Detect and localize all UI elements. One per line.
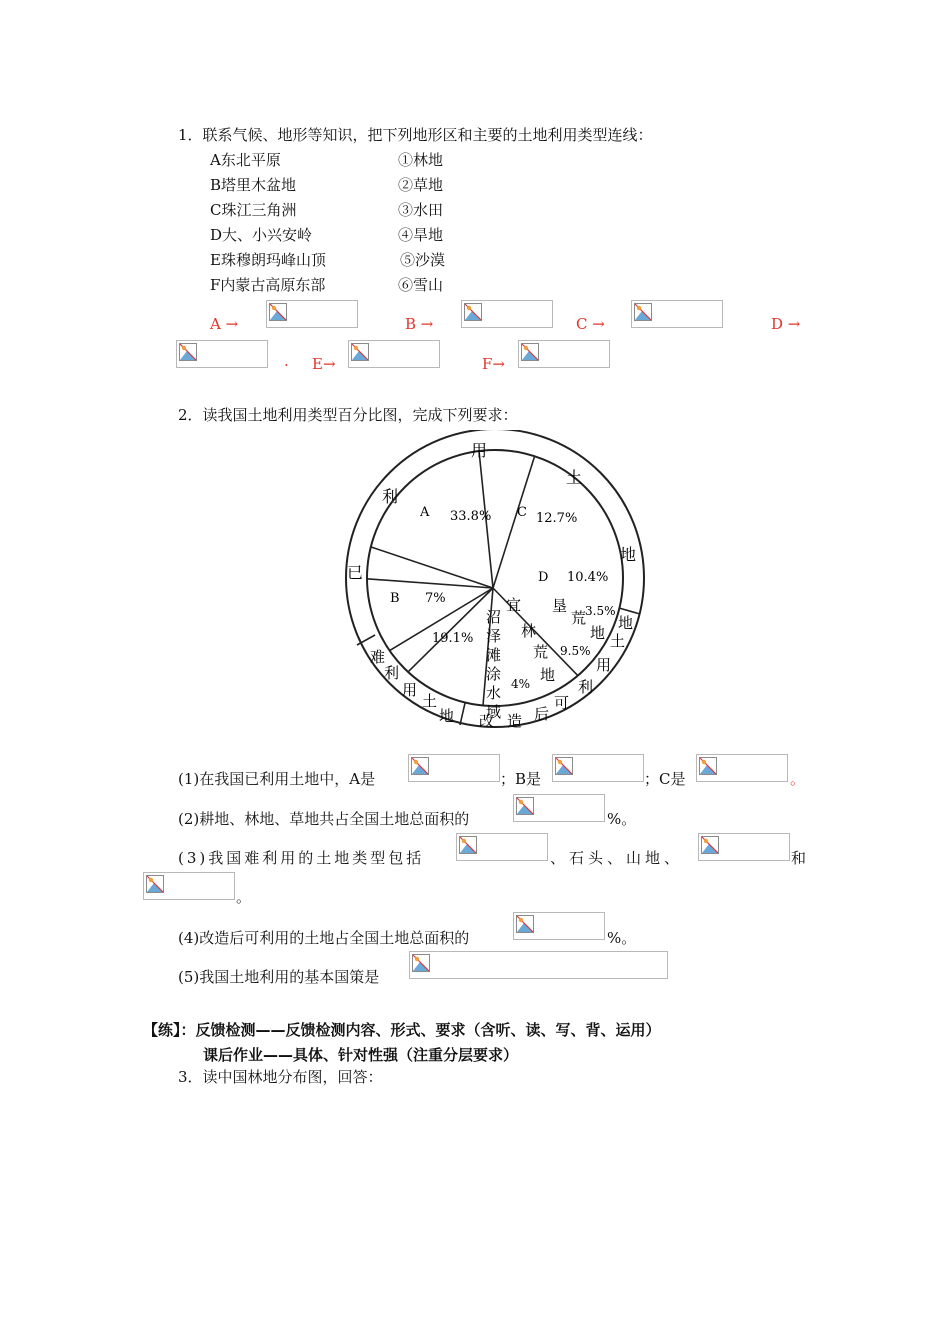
answer-dot: .: [284, 352, 289, 370]
image-placeholder-icon: [351, 343, 369, 361]
ring-tu: 土: [566, 468, 583, 487]
ring-hard-li: 利: [384, 664, 400, 682]
answer-b-label: B →: [405, 315, 434, 333]
ring-usable-ke: 可: [554, 694, 570, 712]
ring-usable-gai: 改: [479, 712, 495, 730]
pie-slice-boundary-6: [371, 547, 493, 588]
image-placeholder-icon: [459, 836, 477, 854]
slice-value-nameless: 19.1%: [432, 631, 474, 646]
inner-yu: 域: [486, 703, 502, 721]
answer-d-label: D →: [771, 315, 801, 333]
practice-line2: 课后作业——具体、针对性强（注重分层要求）: [203, 1046, 519, 1064]
q2-sub2-box[interactable]: [513, 794, 605, 822]
image-placeholder-icon: [269, 303, 287, 321]
practice-line1: [143, 1019, 661, 1040]
slice-value-b: 7%: [425, 591, 446, 606]
q2-sub2-pre: (2)耕地、林地、草地共占全国土地总面积的: [178, 810, 470, 828]
q1-region-f: F内蒙古高原东部: [210, 276, 326, 294]
slice-label-b: B: [390, 591, 400, 606]
inner-shui: 水: [486, 684, 502, 702]
practice-label: 【练】: [143, 1021, 181, 1039]
slice-label-a: A: [420, 505, 430, 520]
q1-title: 1．联系气候、地形等知识，把下列地形区和主要的土地利用类型连线：: [178, 126, 653, 144]
q2-sub1-c-text: ；C是: [644, 770, 686, 788]
inner-yi: 宜: [506, 596, 522, 614]
image-placeholder-icon: [701, 836, 719, 854]
q2-sub3-mid: 、石头、山地、: [550, 849, 684, 867]
q2-sub4-end: %。: [607, 929, 637, 947]
slice-value-c: 12.7%: [536, 511, 578, 526]
q3-title: 3．读中国林地分布图，回答：: [178, 1068, 383, 1086]
ring-usable-di: 地: [618, 614, 634, 632]
q2-sub3-box1[interactable]: [456, 833, 548, 861]
q1-type-1: ①林地: [398, 151, 444, 169]
slice-label-c: C: [517, 505, 527, 520]
image-placeholder-icon: [412, 954, 430, 972]
answer-b-box[interactable]: [461, 300, 553, 328]
answer-f-box[interactable]: [518, 340, 610, 368]
inner-ze: 泽: [486, 627, 502, 645]
inner-tan: 滩: [486, 646, 502, 664]
pie-slice-boundary-3: [408, 588, 493, 672]
image-placeholder-icon: [411, 757, 429, 775]
q1-region-c: C珠江三角洲: [210, 201, 297, 219]
q2-sub1-end: 。: [790, 770, 806, 788]
q1-type-2: ②草地: [398, 176, 444, 194]
image-placeholder-icon: [634, 303, 652, 321]
ring-yi: 已: [347, 563, 364, 582]
q2-sub4-pre: (4)改造后可利用的土地占全国土地总面积的: [178, 929, 470, 947]
answer-a-box[interactable]: [266, 300, 358, 328]
image-placeholder-icon: [464, 303, 482, 321]
q2-sub1-a-box[interactable]: [408, 754, 500, 782]
q1-region-d: D大、小兴安岭: [210, 226, 313, 244]
q2-sub3-pre: (3)我国难利用的土地类型包括: [178, 849, 425, 867]
q2-sub1-b-box[interactable]: [552, 754, 644, 782]
q2-sub5-pre: (5)我国土地利用的基本国策是: [178, 968, 380, 986]
ring-usable-hou: 后: [534, 705, 550, 723]
q1-type-4: ④旱地: [398, 226, 444, 244]
inner-di2: 地: [540, 666, 556, 684]
pie-slice-boundary-5: [367, 579, 493, 588]
ring-usable-zao: 造: [507, 712, 523, 730]
slice-value-yiken: 3.5%: [585, 604, 616, 618]
q2-sub1-b-text: ；B是: [500, 770, 542, 788]
slice-label-d: D: [538, 570, 549, 585]
answer-c-label: C →: [576, 315, 605, 333]
slice-value-d: 10.4%: [567, 570, 609, 585]
q2-sub3-end: 。: [236, 888, 252, 906]
answer-a-label: A →: [210, 315, 239, 333]
q1-type-5: ⑤沙漠: [400, 251, 446, 269]
q2-sub3-and: 和: [791, 849, 807, 867]
ring-usable-tu: 土: [610, 632, 626, 650]
q1-type-3: ③水田: [398, 201, 444, 219]
image-placeholder-icon: [179, 343, 197, 361]
image-placeholder-icon: [516, 797, 534, 815]
image-placeholder-icon: [516, 915, 534, 933]
ring-li: 利: [382, 487, 399, 506]
land-use-pie-chart: [340, 430, 650, 740]
slice-value-a: 33.8%: [450, 509, 492, 524]
inner-lin: 林: [521, 622, 537, 640]
slice-value-zhaoze: 4%: [511, 677, 531, 691]
q2-sub4-box[interactable]: [513, 912, 605, 940]
q2-sub3-box3[interactable]: [143, 872, 235, 900]
inner-huang2: 荒: [533, 643, 549, 661]
inner-ken: 垦: [552, 597, 568, 615]
ring-divider-hard-usable: [460, 703, 465, 725]
q2-sub1-c-box[interactable]: [696, 754, 788, 782]
q1-region-e: E珠穆朗玛峰山顶: [210, 251, 326, 269]
answer-f-label: F→: [482, 355, 505, 373]
image-placeholder-icon: [699, 757, 717, 775]
inner-zhao: 沼: [486, 608, 502, 626]
q2-sub3-box2[interactable]: [698, 833, 790, 861]
ring-hard-di: 地: [439, 707, 455, 725]
q2-sub1-pre: (1)在我国已利用土地中，A是: [178, 770, 376, 788]
ring-yong: 用: [471, 441, 488, 460]
q2-sub2-end: %。: [607, 810, 637, 828]
ring-hard-tu: 土: [422, 692, 438, 710]
image-placeholder-icon: [521, 343, 539, 361]
answer-e-box[interactable]: [348, 340, 440, 368]
image-placeholder-icon: [555, 757, 573, 775]
q1-region-a: A东北平原: [210, 151, 281, 169]
answer-e-label: E→: [312, 355, 336, 373]
inner-huang1: 荒: [571, 609, 587, 627]
answer-c-box[interactable]: [631, 300, 723, 328]
q2-title: 2．读我国土地利用类型百分比图，完成下列要求：: [178, 406, 518, 424]
ring-hard-yong: 用: [402, 681, 418, 699]
inner-di1: 地: [590, 624, 606, 642]
ring-usable-li: 利: [578, 678, 594, 696]
inner-tu: 涂: [486, 665, 502, 683]
image-placeholder-icon: [146, 875, 164, 893]
slice-value-yilin: 9.5%: [560, 644, 591, 658]
practice-line1-text: ：反馈检测——反馈检测内容、形式、要求（含听、读、写、背、运用）: [180, 1021, 661, 1039]
q2-sub5-box[interactable]: [409, 951, 668, 979]
answer-d-box[interactable]: [176, 340, 268, 368]
q1-type-6: ⑥雪山: [398, 276, 444, 294]
ring-hard-nan: 难: [370, 648, 386, 666]
ring-di: 地: [620, 545, 637, 564]
pie-slice-boundary-0: [493, 456, 535, 588]
q1-region-b: B塔里木盆地: [210, 176, 297, 194]
ring-usable-yong: 用: [596, 656, 612, 674]
